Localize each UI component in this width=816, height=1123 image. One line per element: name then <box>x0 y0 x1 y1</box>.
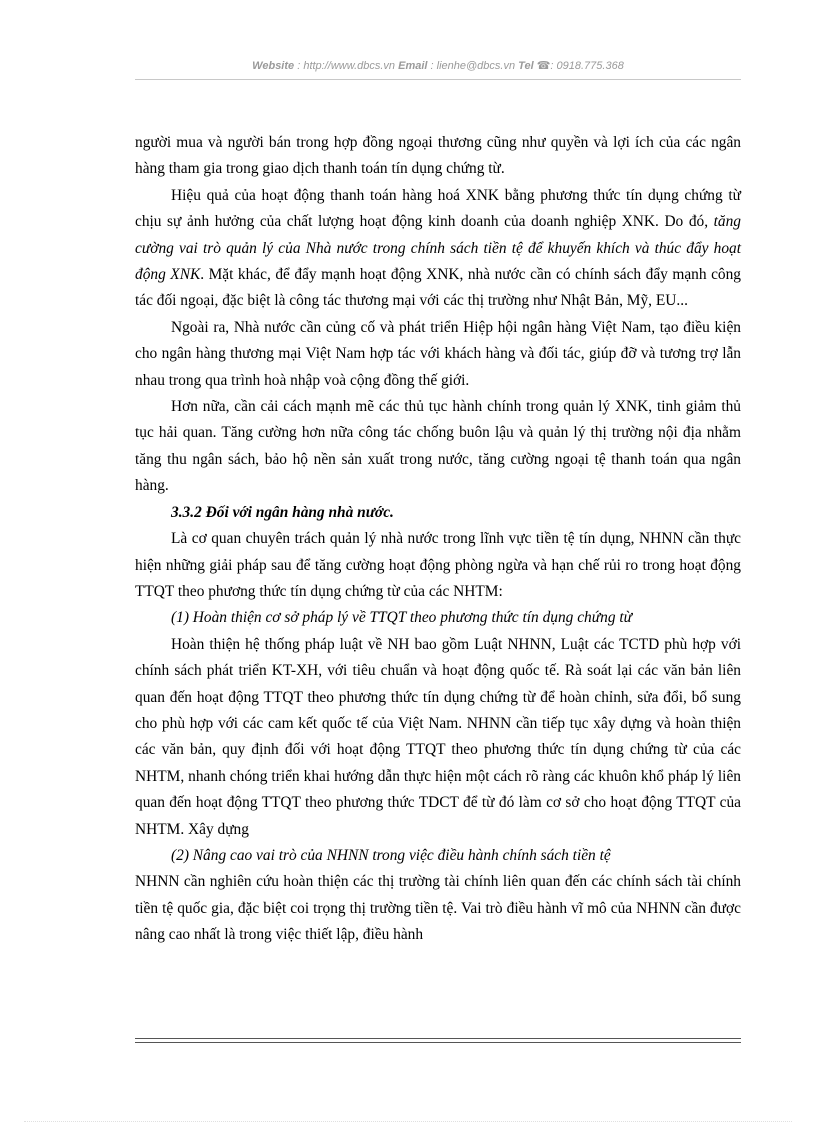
section-heading-3-3-2: 3.3.2 Đối với ngân hàng nhà nước. <box>171 503 394 521</box>
paragraph-continuation: người mua và người bán trong hợp đồng ngoại thương cũng như quyền và lợi ích của các ngân hàng tham gia trong giao dịch thanh toán tín dụng chứng từ. <box>135 134 741 178</box>
paragraph-admin-reform: Hơn nữa, cần cải cách mạnh mẽ các thủ tục hành chính trong quản lý XNK, tinh giảm thủ tục hải quan. Tăng cường hơn nữa công tác chống buôn lậu và quản lý thị trường nội địa nhằm tăng thu ngân sách, bảo hộ nền sản xuất trong nước, tăng cường ngoại tệ thanh toán qua ngân hàng. <box>135 398 741 495</box>
paragraph-bank-association: Ngoài ra, Nhà nước cần củng cố và phát triển Hiệp hội ngân hàng Việt Nam, tạo điều kiện cho ngân hàng thương mại Việt Nam hợp tác với khách hàng và đối tác, giúp đỡ và tương trợ lẫn nhau trong qua trình hoà nhập voà cộng đồng thế giới. <box>135 318 741 389</box>
paragraph-legal-framework: Hoàn thiện hệ thống pháp luật về NH bao gồm Luật NHNN, Luật các TCTD phù hợp với chính sách phát triển KT-XH, với tiêu chuẩn và hoạt động quốc tế. Rà soát lại các văn bản liên quan đến hoạt động TTQT theo phương thức tín dụng chứng từ để hoàn chỉnh, sửa đổi, bổ sung cho phù hợp với các cam kết quốc tế của Việt Nam. NHNN cần tiếp tục xây dựng và hoàn thiện các văn bản, quy định đối với hoạt động TTQT theo phương thức tín dụng chứng từ của các NHTM, nhanh chóng triển khai hướng dẫn thực hiện một cách rõ ràng các khuôn khổ pháp lý liên quan đến hoạt động TTQT theo phương thức TDCT để từ đó làm cơ sở cho hoạt động TTQT của NHTM. Xây dựng <box>135 635 741 838</box>
page-header <box>135 59 741 72</box>
paragraph-efficiency-tail: . Mặt khác, để đẩy mạnh hoạt động XNK, nhà nước cần có chính sách đẩy mạnh công tác đối ngoại, đặc biệt là công tác thương mại với các thị trường như Nhật Bản, Mỹ, EU... <box>135 266 741 310</box>
website-value: : http://www.dbcs.vn <box>297 60 396 72</box>
document-body <box>135 130 741 949</box>
header-divider <box>135 79 741 80</box>
paragraph-monetary-policy: NHNN cần nghiên cứu hoàn thiện các thị trường tài chính liên quan đến các chính sách tài chính tiền tệ quốc gia, đặc biệt coi trọng thị trường tiền tệ. Vai trò điều hành vĩ mô của NHNN cần được nâng cao nhất là trong việc thiết lập, điều hành <box>135 873 741 944</box>
tel-label: Tel <box>518 60 534 72</box>
email-value: : lienhe@dbcs.vn <box>430 60 516 72</box>
list-item-1-heading: (1) Hoàn thiện cơ sở pháp lý về TTQT theo phương thức tín dụng chứng từ <box>171 609 633 627</box>
paragraph-efficiency-emphasis: tăng cường vai trò quản lý của Nhà nước trong chính sách tiền tệ để khuyến khích và thúc đẩy hoạt động XNK <box>135 213 741 284</box>
paragraph-sbv-role: Là cơ quan chuyên trách quản lý nhà nước trong lĩnh vực tiền tệ tín dụng, NHNN cần thực hiện những giải pháp sau để tăng cường hoạt động phòng ngừa và hạn chế rủi ro trong hoạt động TTQT theo phương thức tín dụng chứng từ của các NHTM: <box>135 530 741 600</box>
list-item-2-heading: (2) Nâng cao vai trò của NHNN trong việc điều hành chính sách tiền tệ <box>171 846 611 864</box>
page-bottom-edge <box>24 1121 792 1122</box>
tel-value: ☎: 0918.775.368 <box>536 60 624 72</box>
footer-divider <box>135 1038 741 1043</box>
website-label: Website <box>252 60 295 72</box>
paragraph-efficiency <box>135 183 741 315</box>
paragraph-efficiency-text: Hiệu quả của hoạt động thanh toán hàng hoá XNK bằng phương thức tín dụng chứng từ chịu sự ảnh hưởng của chất lượng hoạt động kinh doanh của doanh nghiệp XNK. Do đó, <box>135 186 741 231</box>
email-label: Email <box>398 60 428 72</box>
